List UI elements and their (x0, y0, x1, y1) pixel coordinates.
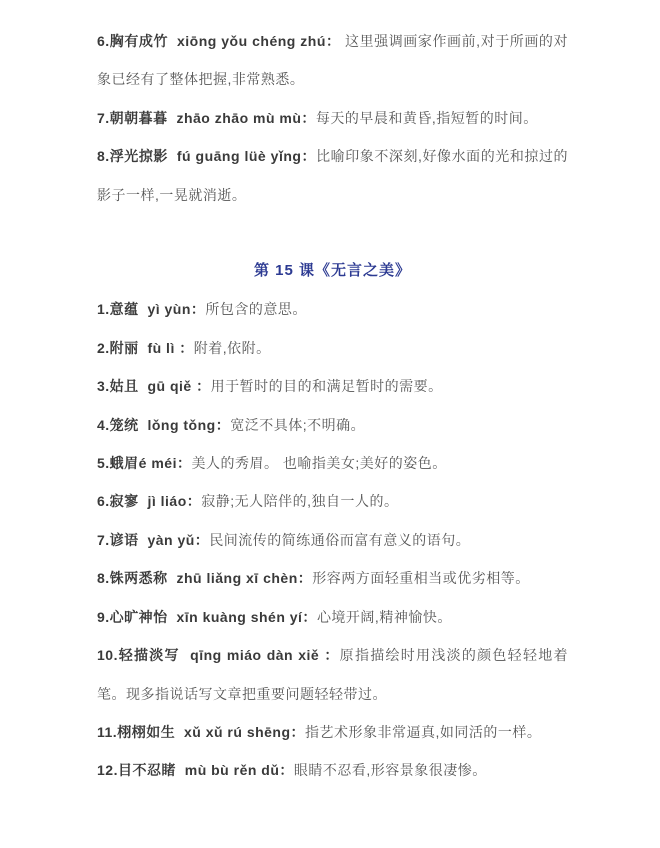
lesson-entries (97, 290, 568, 789)
entry-headword: 10.轻描淡写 qīng miáo dàn xiě ： (97, 647, 340, 664)
entry-definition: 民间流传的简练通俗而富有意义的语句。 (209, 531, 471, 548)
entry-definition: 形容两方面轻重相当或优劣相等。 (312, 570, 530, 587)
entry-definition: 每天的早晨和黄昏,指短暂的时间。 (315, 109, 538, 126)
entry-headword: 2.附丽 fù lì ： (97, 339, 194, 356)
vocab-entry (97, 329, 568, 367)
entry-headword: 7.谚语 yàn yǔ： (97, 531, 210, 548)
entry-headword: 4.笼统 lǒng tǒng： (97, 416, 231, 433)
entry-headword: 6.寂寥 jì liáo： (97, 493, 202, 510)
entry-definition: 这里强调画家作画前,对于所画的对象已经有了整体把握,非常熟悉。 (97, 33, 568, 88)
entry-definition: 附着,依附。 (193, 339, 271, 356)
entry-definition: 心境开阔,精神愉快。 (316, 608, 452, 625)
vocab-entry (97, 521, 568, 559)
entry-definition: 用于暂时的目的和满足暂时的需要。 (210, 378, 443, 395)
vocab-entry (97, 406, 568, 444)
entry-headword: 7.朝朝暮暮 zhāo zhāo mù mù： (97, 109, 316, 126)
entry-headword: 8.铢两悉称 zhū liǎng xī chèn： (97, 570, 313, 587)
entry-definition: 眼睛不忍看,形容景象很凄惨。 (293, 762, 487, 779)
entry-definition: 寂静;无人陪伴的,独自一人的。 (201, 493, 399, 510)
previous-lesson-entries (97, 22, 568, 214)
entry-definition: 美人的秀眉。 也喻指美女;美好的姿色。 (191, 455, 447, 472)
entry-headword: 5.蛾眉é méi： (97, 455, 192, 472)
vocab-entry (97, 559, 568, 597)
vocab-entry (97, 99, 568, 137)
entry-headword: 1.意蕴 yì yùn： (97, 301, 206, 318)
vocab-entry (97, 137, 568, 214)
vocab-entry (97, 598, 568, 636)
entry-definition: 所包含的意思。 (205, 301, 307, 318)
vocab-entry (97, 367, 568, 405)
lesson-title: 第 15 课《无言之美》 (253, 262, 412, 280)
entry-headword: 3.姑且 gū qiě ： (97, 378, 211, 395)
entry-headword: 12.目不忍睹 mù bù rěn dǔ： (97, 762, 294, 779)
entry-definition: 比喻印象不深刻,好像水面的光和掠过的影子一样,一晃就消逝。 (97, 148, 569, 203)
vocab-entry (97, 713, 568, 751)
vocab-entry (97, 290, 568, 328)
entry-headword: 9.心旷神怡 xīn kuàng shén yí： (97, 608, 317, 625)
entry-headword: 8.浮光掠影 fú guāng lüè yǐng： (97, 148, 317, 165)
vocab-entry (97, 444, 568, 482)
entry-definition: 宽泛不具体;不明确。 (230, 416, 366, 433)
vocab-entry (97, 636, 568, 713)
entry-headword: 6.胸有成竹 xiōng yǒu chéng zhú： (97, 33, 346, 49)
vocab-entry (97, 482, 568, 520)
vocab-entry (97, 22, 568, 99)
entry-definition: 原指描绘时用浅淡的颜色轻轻地着笔。现多指说话写文章把重要问题轻轻带过。 (97, 647, 569, 702)
entry-definition: 指艺术形象非常逼真,如同活的一样。 (305, 723, 542, 740)
entry-headword: 11.栩栩如生 xǔ xǔ rú shēng： (97, 723, 306, 740)
vocab-entry (97, 751, 568, 789)
